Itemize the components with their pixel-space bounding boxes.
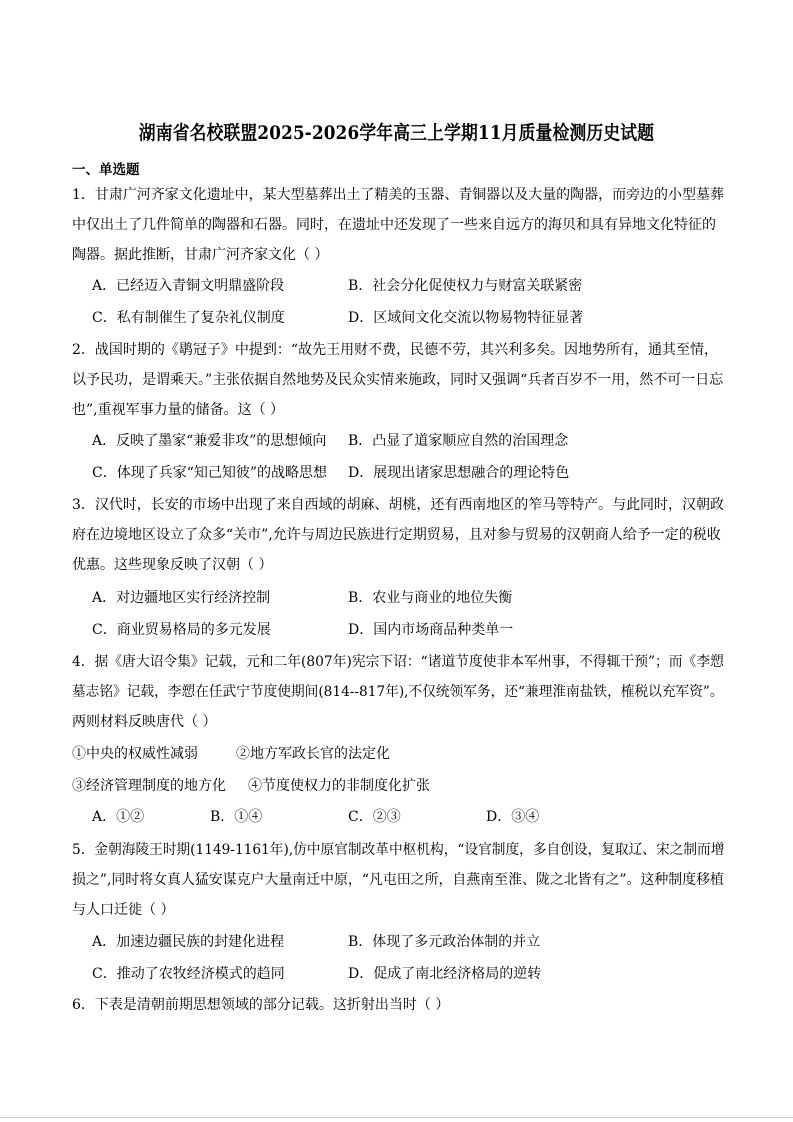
- option-b[interactable]: B．①④: [210, 809, 263, 825]
- option-d[interactable]: D．③④: [486, 809, 540, 825]
- option-b[interactable]: B．凸显了道家顺应自然的治国理念: [348, 433, 569, 449]
- question-text-line: 与人口迁徙（ ）: [72, 902, 175, 918]
- option-a[interactable]: A．反映了墨家“兼爱非攻”的思想倾向: [92, 433, 327, 449]
- option-d[interactable]: D．促成了南北经济格局的逆转: [348, 966, 542, 982]
- option-a[interactable]: A．加速边疆民族的封建化进程: [92, 934, 285, 950]
- option-a[interactable]: A．对边疆地区实行经济控制: [92, 590, 271, 606]
- option-c[interactable]: C．体现了兵家“知己知彼”的战略思想: [92, 465, 328, 481]
- page-bottom-divider: [0, 1117, 793, 1118]
- option-a[interactable]: A．①②: [92, 809, 145, 825]
- option-d[interactable]: D．区域间文化交流以物易物特征显著: [348, 310, 584, 326]
- option-c[interactable]: C．商业贸易格局的多元发展: [92, 622, 271, 638]
- option-c[interactable]: C．推动了农牧经济模式的趋同: [92, 966, 285, 982]
- option-a[interactable]: A．已经迈入青铜文明鼎盛阶段: [92, 278, 285, 294]
- question-text-line: 5．金朝海陵王时期(1149-1161年),仿中原官制改革中枢机构，“设官制度，多自创设，复取辽、宋之制而增: [72, 842, 725, 858]
- question-text-line: 陶器。据此推断，甘肃广河齐家文化（ ）: [72, 247, 329, 263]
- question-text-line: 两则材料反映唐代（ ）: [72, 714, 217, 730]
- option-d[interactable]: D．国内市场商品种类单一: [348, 622, 514, 638]
- section-heading: 一、单选题: [72, 162, 140, 178]
- question-text-line: 1．甘肃广河齐家文化遗址中，某大型墓葬出土了精美的玉器、青铜器以及大量的陶器，而旁边的小型墓葬: [72, 187, 724, 203]
- statement-2: ②地方军政长官的法定化: [236, 746, 390, 762]
- statement-4: ④节度使权力的非制度化扩张: [248, 778, 430, 794]
- question-text-line: 府在边境地区设立了众多“关市”,允许与周边民族进行定期贸易，且对参与贸易的汉朝商人给予一定的税收: [72, 527, 721, 543]
- option-b[interactable]: B．社会分化促使权力与财富关联紧密: [348, 278, 583, 294]
- question-text-line: 墓志铭》记载，李愬在任武宁节度使期间(814--817年),不仅统领军务，还“兼理淮南盐铁，榷税以充军资”。: [72, 684, 724, 700]
- question-text-line: 2．战国时期的《鹖冠子》中提到：“故先王用财不费，民德不劳，其兴利多矣。因地势所有，通其至情，: [72, 342, 719, 358]
- question-text-line: 损之”,同时将女真人猛安谋克户大量南迁中原，“凡屯田之所，自燕南至淮、陇之北皆有之”。这种制度移植: [72, 872, 724, 888]
- option-c[interactable]: C．私有制催生了复杂礼仪制度: [92, 310, 285, 326]
- question-text-line: 中仅出土了几件简单的陶器和石器。同时，在遗址中还发现了一些来自远方的海贝和具有异地文化特征的: [72, 217, 716, 233]
- exam-title: 湖南省名校联盟2025-2026学年高三上学期11月质量检测历史试题: [138, 122, 655, 144]
- question-text-line: 4．据《唐大诏令集》记载，元和二年(807年)宪宗下诏：“诸道节度使非本军州事，不得辄干预”；而《李愬: [72, 654, 724, 670]
- question-text-line: 优惠。这些现象反映了汉朝（ ）: [72, 557, 273, 573]
- option-d[interactable]: D．展现出诸家思想融合的理论特色: [348, 465, 570, 481]
- question-text-line: 6．下表是清朝前期思想领域的部分记载。这折射出当时（ ）: [72, 997, 450, 1013]
- option-b[interactable]: B．农业与商业的地位失衡: [348, 590, 513, 606]
- statement-3: ③经济管理制度的地方化: [72, 778, 226, 794]
- option-b[interactable]: B．体现了多元政治体制的并立: [348, 934, 541, 950]
- option-c[interactable]: C．②③: [348, 809, 401, 825]
- statement-1: ①中央的权威性减弱: [72, 746, 198, 762]
- question-text-line: 以予民功，是谓乘天。”主张依据自然地势及民众实情来施政，同时又强调“兵者百岁不一用，然不可一日忘: [72, 372, 724, 388]
- question-text-line: 也”,重视军事力量的储备。这（ ）: [72, 402, 285, 418]
- question-text-line: 3．汉代时，长安的市场中出现了来自西域的胡麻、胡桃，还有西南地区的笮马等特产。与此同时，汉朝政: [72, 497, 724, 513]
